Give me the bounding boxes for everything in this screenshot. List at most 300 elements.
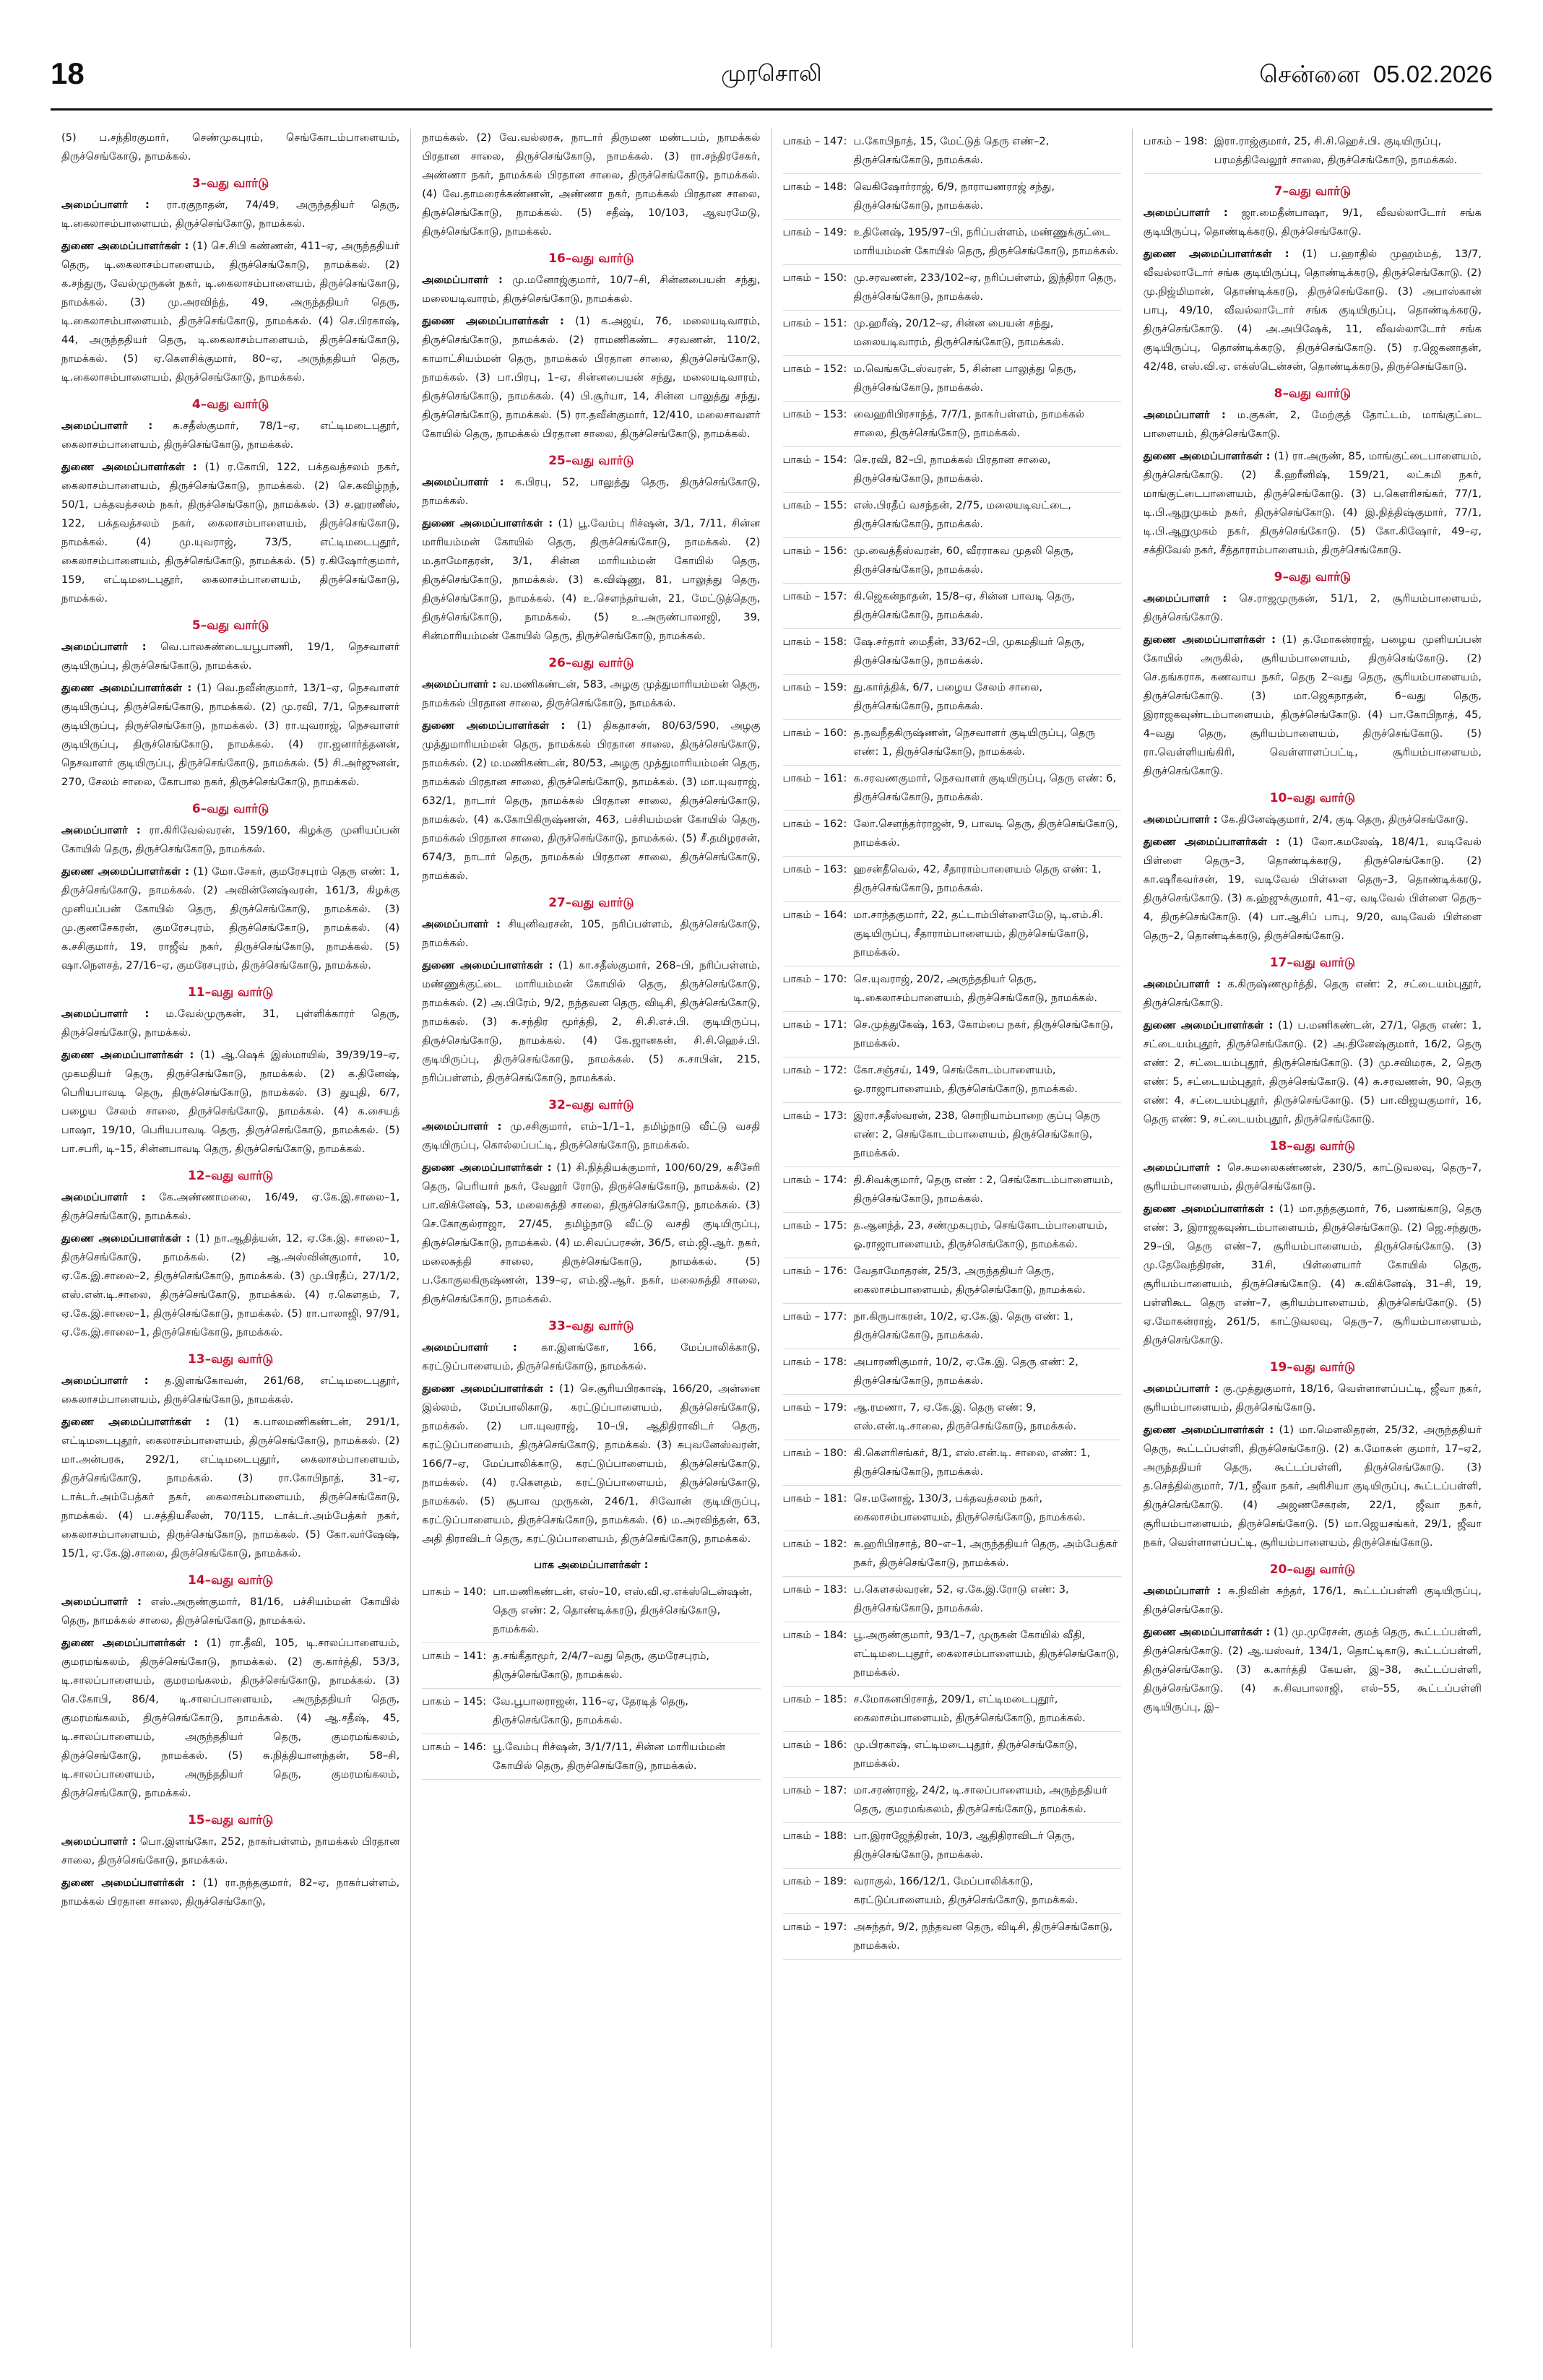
- deputies-label: துணை அமைப்பாளர்கள் :: [61, 1637, 199, 1649]
- ward-heading: 26–வது வார்டு: [548, 656, 634, 670]
- part-organizer-text: ப.கௌசல்வரன், 52, ஏ.கே.இ.ரோடு எண்: 3, திருச்செங்கோடு, நாமக்கல்.: [853, 1583, 1069, 1614]
- part-separator: :: [483, 1585, 487, 1598]
- part-organizer-text: மு.வைத்தீஸ்வரன், 60, வீரராகவ முதலி தெரு, திருச்செங்கோடு, நாமக்கல்.: [853, 545, 1074, 576]
- part-organizer-text: மா.சாந்தகுமார், 22, தட்டாம்பிள்ளைமேடு, டி.எம்.சி. குடியிருப்பு, சீதாராம்பாளையம், திருச்செங்கோடு, நாமக்கல்.: [853, 909, 1104, 959]
- part-organizer-text: வேதாமோதரன், 25/3, அருந்ததியர் தெரு, கைலாசம்பாளையம், திருச்செங்கோடு, நாமக்கல்.: [853, 1265, 1086, 1296]
- part-entry: [783, 311, 1121, 356]
- part-number: பாகம் – 146: [422, 1741, 483, 1753]
- part-entry: [422, 1579, 760, 1643]
- part-entry: [783, 1823, 1121, 1869]
- ward-heading: 15–வது வார்டு: [187, 1813, 274, 1827]
- organizer-text: பொ.இளங்கோ, 252, நாகர்பள்ளம், நாமக்கல் பிரதான சாலை, திருச்செங்கோடு, நாமக்கல்.: [61, 1835, 400, 1866]
- deputies-text: (1) ரா.நந்தகுமார், 82–ஏ, நாகர்பள்ளம், நாமக்கல் பிரதான சாலை, திருச்செங்கோடு,: [61, 1877, 400, 1908]
- part-entry: [783, 220, 1121, 265]
- part-entry: [783, 966, 1121, 1012]
- ward-heading: 4–வது வார்டு: [191, 397, 269, 412]
- organizer-label: அமைப்பாளர் :: [61, 1191, 146, 1203]
- text-column-3: [772, 129, 1132, 2348]
- part-organizer-text: வராகுல், 166/12/1, மேப்பாலிக்காடு, கரட்டுப்பாளையம், திருச்செங்கோடு, நாமக்கல்.: [853, 1875, 1079, 1906]
- ward-heading: 20–வது வார்டு: [1269, 1562, 1356, 1577]
- part-separator: :: [843, 1310, 847, 1323]
- part-organizer-text: து.கார்த்திக், 6/7, பழைய சேலம் சாலை, திருச்செங்கோடு, நாமக்கல்.: [853, 681, 1042, 712]
- organizer-label: அமைப்பாளர் :: [1143, 1382, 1219, 1395]
- ward-organizer: [422, 473, 760, 511]
- organizer-label: அமைப்பாளர் :: [1143, 1161, 1221, 1174]
- part-entry: [1144, 129, 1482, 174]
- part-number: பாகம் – 151: [782, 317, 844, 329]
- organizer-label: அமைப்பாளர் :: [61, 1375, 149, 1387]
- part-number: பாகம் – 174: [782, 1174, 844, 1186]
- part-number: பாகம் – 163: [782, 863, 844, 875]
- ward-heading: 10–வது வார்டு: [1269, 791, 1356, 805]
- deputies-text: (1) மு.முரேசன், குமத் தெரு, கூட்டப்பள்ளி, திருச்செங்கோடு. (2) ஆ.யஸ்வர், 134/1, தொட்டிகாடு, கூட்டப்பள்ளி, திருச்செங்கோடு. (3) க.கார்த்தி கேயன், இ–38, கூட்டப்பள்ளி, திருச்செங்கோடு. (4) சு.சிவபாலாஜி, எல்–55, கூட்டப்பள்ளி குடியிருப்பு, இ–: [1143, 1626, 1482, 1713]
- city-name: சென்னை: [1259, 61, 1360, 87]
- deputies-text: (1) செ.சிபி கண்ணன், 411–ஏ, அருந்ததியர் தெரு, டி.கைலாசம்பாளையம், திருச்செங்கோடு, நாமக்கல். (2) க.சந்துரு, வேல்முருகன் நகர், டி.கைலாசம்பாளையம், திருச்செங்கோடு, நாமக்கல். (3) மு.அரவிந்த், 49, அருந்ததியர் தெரு, டி.கைலாசம்பாளையம், திருச்செங்கோடு, நாமக்கல். (4) செ.பிரகாஷ், 44, அருந்ததியர் தெரு, டி.கைலாசம்பாளையம், திருச்செங்கோடு, நாமக்கல். (5) ஏ.கௌசிக்குமார், 80–ஏ, அருந்ததியர் தெரு, டி.கைலாசம்பாளையம், திருச்செங்கோடு, நாமக்கல்.: [61, 240, 400, 384]
- part-entry: [783, 811, 1121, 857]
- part-number: பாகம் – 172: [782, 1064, 844, 1076]
- ward-deputies: [1144, 1421, 1482, 1552]
- part-organizer-text: பூ.வேம்பு ரிச்ஷன், 3/1/7/11, சின்ன மாரியம்மன் கோயில் தெரு, திருச்செங்கோடு, நாமக்கல்.: [493, 1741, 725, 1772]
- part-organizer-text: லோ.செளந்தர்ராஜன், 9, பாவடி தெரு, திருச்செங்கோடு, நாமக்கல்.: [853, 818, 1118, 849]
- deputies-text: (1) மோ.சேகர், குமரேசபுரம் தெரு எண்: 1, திருச்செங்கோடு, நாமக்கல். (2) அவின்னேஷ்வரன், 161/3, கிழக்கு முனியப்பன் கோயில் தெரு, திருச்செங்கோடு, நாமக்கல். (3) மு.குணசேகரன், குமரேசபுரம், திருச்செங்கோடு, நாமக்கல். (4) க.சசிகுமார், 19, ராஜீவ் நகர், திருச்செங்கோடு, நாமக்கல். (5) ஷா.நௌசத், 27/16–ஏ, குமரேசபுரம், திருச்செங்கோடு, நாமக்கல்.: [61, 865, 400, 972]
- organizer-text: கே.அண்ணாமலை, 16/49, ஏ.கே.இ.சாலை–1, திருச்செங்கோடு, நாமக்கல்.: [61, 1191, 400, 1222]
- organizer-label: அமைப்பாளர் :: [422, 476, 504, 488]
- ward-deputies: [61, 237, 399, 387]
- organizer-text: மு.சசிகுமார், எம்–1/1–1, தமிழ்நாடு வீட்டு வசதி குடியிருப்பு, கொல்லப்பட்டி, திருச்செங்கோடு, நாமக்கல்.: [422, 1120, 761, 1151]
- ward-heading: 9–வது வார்டு: [1274, 570, 1352, 584]
- part-separator: :: [843, 1401, 847, 1414]
- organizer-text: த.இளங்கோவன், 261/68, எட்டிமடைபுதூர், கைலாசம்பாளையம், திருச்செங்கோடு, நாமக்கல்.: [61, 1375, 400, 1406]
- part-entry: [783, 629, 1121, 675]
- part-separator: :: [843, 1064, 847, 1076]
- ward-organizer: [61, 638, 399, 675]
- part-entry: [783, 493, 1121, 538]
- part-number: பாகம் – 156: [782, 545, 844, 557]
- part-organizer-text: வெகிஷோர்ராஜ், 6/9, நாராயணராஜ் சந்து, திருச்செங்கோடு, நாமக்கல்.: [853, 181, 1055, 212]
- part-entry: [783, 1486, 1121, 1531]
- deputies-text: (1) வெ.நவீன்குமார், 13/1–ஏ, நெசவாளர் குடியிருப்பு, திருச்செங்கோடு, நாமக்கல். (2) மு.ரவி, 7/1, நெசவாளர் குடியிருப்பு, திருச்செங்கோடு, நாமக்கல். (3) ரா.யுவராஜ், நெசவாளர் குடியிருப்பு, திருச்செங்கோடு, நாமக்கல். (4) ரா.ஜனார்த்தனன், நெசவாளர் குடியிருப்பு, திருச்செங்கோடு, நாமக்கல். (5) சி.அர்ஜுனன், 270, சேலம் சாலை, கோபால நகர், திருச்செங்கோடு, நாமக்கல்.: [61, 682, 400, 788]
- part-organizer-text: ஷே.சர்தார் மைதீன், 33/62–பி, முகமதியர் தெரு, திருச்செங்கோடு, நாமக்கல்.: [853, 636, 1085, 667]
- part-entry: [422, 1734, 760, 1780]
- part-organizer-text: செ.முத்துகேஷ், 163, கோம்பை நகர், திருச்செங்கோடு, நாமக்கல்.: [853, 1018, 1114, 1050]
- ward-heading: 5–வது வார்டு: [191, 618, 269, 633]
- part-separator: :: [843, 863, 847, 875]
- masthead: [51, 56, 1492, 100]
- organizer-label: அமைப்பாளர் :: [422, 274, 503, 286]
- ward-deputies: [1144, 1200, 1482, 1350]
- ward-heading: 25–வது வார்டு: [548, 454, 634, 468]
- part-entry: [783, 1167, 1121, 1213]
- part-organizer-text: கி.கௌரிசங்கர், 8/1, எஸ்.என்.டி. சாலை, எண்: 1, திருச்செங்கோடு, நாமக்கல்.: [853, 1447, 1091, 1478]
- deputies-label: துணை அமைப்பாளர்கள் :: [422, 719, 566, 732]
- part-entry: [783, 1304, 1121, 1349]
- ward-organizer: [1144, 204, 1482, 241]
- part-organizer-text: உதினேஷ், 195/97–பி, நரிப்பள்ளம், மண்ணுக்குட்டை மாரியம்மன் கோயில் தெரு, திருச்செங்கோடு, நாமக்கல்.: [853, 226, 1119, 257]
- part-organizer-text: கி.ஜெகன்நாதன், 15/8–ஏ, சின்ன பாவடி தெரு, திருச்செங்கோடு, நாமக்கல்.: [853, 590, 1075, 621]
- part-separator: :: [843, 317, 847, 329]
- organizer-text: கே.தினேஷ்குமார், 2/4, குடி தெரு, திருச்செங்கோடு.: [1221, 813, 1469, 826]
- part-entry: [783, 538, 1121, 584]
- part-number: பாகம் – 159: [782, 681, 844, 693]
- part-entry: [783, 675, 1121, 720]
- part-separator: :: [843, 772, 847, 784]
- part-separator: :: [843, 818, 847, 830]
- part-number: பாகம் – 145: [422, 1695, 483, 1708]
- deputies-label: துணை அமைப்பாளர்கள் :: [1143, 1424, 1274, 1436]
- deputies-label: துணை அமைப்பாளர்கள் :: [422, 517, 553, 529]
- ward-organizer: [1144, 406, 1482, 443]
- page-number: 18: [51, 56, 85, 90]
- part-separator: :: [843, 135, 847, 147]
- deputies-label: துணை அமைப்பாளர்கள் :: [422, 315, 564, 327]
- part-entry: [783, 902, 1121, 966]
- deputies-label: துணை அமைப்பாளர்கள் :: [1143, 633, 1276, 646]
- part-entry: [783, 1349, 1121, 1395]
- part-separator: :: [1203, 135, 1208, 147]
- ward-heading: 32–வது வார்டு: [548, 1098, 634, 1112]
- part-number: பாகம் – 158: [782, 636, 844, 648]
- ward-deputies: [1144, 833, 1482, 945]
- deputies-text: (1) லோ.கமலேஷ், 18/4/1, வடிவேல் பிள்ளை தெரு–3, தொண்டிக்கரடு, திருச்செங்கோடு. (2) கா.ஷரீகவர்சன், 19, வடிவேல் பிள்ளை தெரு–3, தொண்டிக்கரடு, திருச்செங்கோடு. (3) க.ஹ்ஜுக்குமார், 41–ஏ, வடிவேல் பிள்ளை தெரு–4, திருச்செங்கோடு. (4) பா.ஆசிப் பாபு, 9/20, வடிவேல் பிள்ளை தெரு–2, தொண்டிக்கரடு, திருச்செங்கோடு.: [1143, 836, 1482, 942]
- organizer-text: க.சதீஸ்குமார், 78/1–ஏ, எட்டிமடைபுதூர், கைலாசம்பாளையம், திருச்செங்கோடு, நாமக்கல்.: [61, 420, 400, 451]
- part-number: பாகம் – 149: [782, 226, 844, 238]
- ward-heading: 19–வது வார்டு: [1269, 1360, 1356, 1375]
- part-separator: :: [843, 1921, 847, 1933]
- part-entry: [422, 1689, 760, 1734]
- ward-organizer: [1144, 589, 1482, 627]
- organizer-label: அமைப்பாளர் :: [1143, 207, 1228, 219]
- part-separator: :: [483, 1695, 487, 1708]
- part-organizer-text: பா.மணிகண்டன், எஸ்–10, எஸ்.வி.ஏ.எக்ஸ்டென்ஷன், தெரு எண்: 2, தொண்டிக்கரடு, திருச்செங்கோடு, நாமக்கல்.: [493, 1585, 753, 1635]
- deputies-label: துணை அமைப்பாளர்கள் :: [61, 1049, 194, 1061]
- ward-heading: 3–வது வார்டு: [191, 176, 269, 191]
- ward-heading: 13–வது வார்டு: [187, 1352, 274, 1367]
- organizer-text: கு.முத்துகுமார், 18/16, வெள்ளாளப்பட்டி, ஜீவா நகர், சூரியம்பாளையம், திருச்செங்கோடு.: [1143, 1382, 1482, 1414]
- part-number: பாகம் – 178: [782, 1356, 844, 1368]
- part-number: பாகம் – 153: [782, 408, 844, 420]
- deputies-label: துணை அமைப்பாளர்கள் :: [1143, 1626, 1271, 1638]
- organizer-text: க.கிருஷ்ணமூர்த்தி, தெரு எண்: 2, சட்டையம்புதூர், திருச்செங்கோடு.: [1143, 978, 1482, 1009]
- part-separator: :: [843, 1447, 847, 1459]
- dateline: [1259, 61, 1492, 92]
- part-organizer-text: செ.ரவி, 82–பி, நாமக்கல் பிரதான சாலை, திருச்செங்கோடு, நாமக்கல்.: [853, 454, 1051, 485]
- part-number: பாகம் – 175: [782, 1219, 844, 1232]
- ward-heading: 33–வது வார்டு: [548, 1319, 634, 1333]
- part-number: பாகம் – 187: [782, 1784, 844, 1796]
- part-organizer-text: அபாரணிகுமார், 10/2, ஏ.கே.இ. தெரு எண்: 2, திருச்செங்கோடு, நாமக்கல்.: [853, 1356, 1079, 1387]
- part-entry: [783, 265, 1121, 311]
- part-organizer-text: நா.கிருபாகரன், 10/2, ஏ.கே.இ. தெரு எண்: 1, திருச்செங்கோடு, நாமக்கல்.: [853, 1310, 1073, 1341]
- part-number: பாகம் – 162: [782, 818, 844, 830]
- ward-deputies: [422, 514, 760, 646]
- ward-organizer: [1144, 975, 1482, 1013]
- part-number: பாகம் – 170: [782, 973, 844, 985]
- organizer-label: அமைப்பாளர் :: [61, 1596, 142, 1608]
- ward-deputies: [61, 1413, 399, 1563]
- organizer-text: செ.ராஜமுருகன், 51/1, 2, சூரியம்பாளையம், திருச்செங்கோடு.: [1143, 592, 1482, 623]
- part-number: பாகம் – 185: [782, 1693, 844, 1705]
- part-separator: :: [843, 454, 847, 466]
- part-entry: [783, 356, 1121, 402]
- organizer-label: அமைப்பாளர் :: [1143, 813, 1218, 826]
- part-separator: :: [843, 545, 847, 557]
- part-separator: :: [843, 1018, 847, 1031]
- ward-deputies: [61, 1634, 399, 1803]
- organizer-text: வெ.பாலசுண்டையபூபாணி, 19/1, நெசவாளர் குடியிருப்பு, திருச்செங்கோடு, நாமக்கல்.: [61, 641, 400, 672]
- part-entry: [783, 1577, 1121, 1622]
- part-separator: :: [843, 636, 847, 648]
- ward-deputies: [61, 1046, 399, 1159]
- ward-deputies: [61, 679, 399, 792]
- part-entry: [783, 1869, 1121, 1914]
- part-number: பாகம் – 147: [782, 135, 844, 147]
- part-separator: :: [483, 1650, 487, 1662]
- ward-deputies: [61, 862, 399, 975]
- organizer-text: ரா.கிரிவேல்வரன், 159/160, கிழக்கு முனியப்பன் கோயில் தெரு, திருச்செங்கோடு, நாமக்கல்.: [61, 824, 400, 855]
- part-number: பாகம் – 160: [782, 727, 844, 739]
- organizer-label: அமைப்பாளர் :: [422, 918, 501, 930]
- part-separator: :: [843, 590, 847, 602]
- text-column-2: [410, 129, 771, 2348]
- part-organizer-text: எஸ்.பிரதீப் வசந்தன், 2/75, மலையடிவட்டை, திருச்செங்கோடு, நாமக்கல்.: [853, 499, 1071, 530]
- deputies-label: துணை அமைப்பாளர்கள் :: [61, 1877, 196, 1889]
- ward-heading: 7–வது வார்டு: [1274, 184, 1352, 199]
- ward-deputies: [1144, 245, 1482, 376]
- part-organizer-text: வைஹரிபிரசாந்த், 7/7/1, நாகர்பள்ளம், நாமக்கல் சாலை, திருச்செங்கோடு, நாமக்கல்.: [853, 408, 1085, 439]
- text-column-4: [1132, 129, 1492, 2348]
- organizer-text: ரா.ரகுநாதன், 74/49, அருந்ததியர் தெரு, டி.கைலாசம்பாளையம், திருச்செங்கோடு, நாமக்கல்.: [61, 199, 400, 230]
- part-separator: :: [843, 909, 847, 921]
- part-number: பாகம் – 179: [782, 1401, 844, 1414]
- ward-heading: 8–வது வார்டு: [1274, 386, 1352, 401]
- part-entry: [783, 720, 1121, 766]
- part-organizer-text: செ.மனோஜ், 130/3, பக்தவத்சலம் நகர், கைலாசம்பாளையம், திருச்செங்கோடு, நாமக்கல்.: [853, 1492, 1086, 1523]
- organizer-label: அமைப்பாளர் :: [1143, 592, 1227, 605]
- part-entry: [783, 174, 1121, 220]
- deputies-text: (1) செ.சூரியபிரகாஷ், 166/20, அன்னை இல்லம், மேப்பாலிகாடு, கரட்டுப்பாளையம், திருச்செங்கோடு, நாமக்கல். (2) பா.யுவராஜ், 10–பி, ஆதிதிராவிடர் தெரு, கரட்டுப்பாளையம், திருச்செங்கோடு, நாமக்கல். (3) சுபுவனேஸ்வரன், 166/7–ஏ, மேப்பாலிக்காடு, கரட்டுப்பாளையம், திருச்செங்கோடு, நாமக்கல். (4) ர.கௌதம், கரட்டுப்பாளையம், திருச்செங்கோடு, நாமக்கல். (5) சூபாவ முருகன், 246/1, சிவோன் குடியிருப்பு, கரட்டுப்பாளையம், திருச்செங்கோடு, நாமக்கல். (6) ம.அரவிந்தன், 63, அதி திராவிடர் தெரு, கரட்டுப்பாளையம், திருச்செங்கோடு, நாமக்கல்.: [422, 1382, 761, 1545]
- deputies-label: துணை அமைப்பாளர்கள் :: [1143, 836, 1280, 848]
- masthead-rule: [51, 108, 1492, 111]
- organizer-text: செ.சுமலைகண்ணன், 230/5, காட்டுவலவு, தெரு–7, சூரியம்பாளையம், திருச்செங்கோடு.: [1143, 1161, 1482, 1193]
- part-organizers-heading: பாக அமைப்பாளர்கள் :: [534, 1559, 649, 1571]
- ward-organizer: [422, 1117, 760, 1155]
- part-number: பாகம் – 186: [782, 1739, 844, 1751]
- ward-organizer: [61, 417, 399, 454]
- ward-deputies: [1144, 1016, 1482, 1129]
- continued-text: (5) ப.சந்திரகுமார், செண்முகபுரம், செங்கோடம்பாளையம், திருச்செங்கோடு, நாமக்கல்.: [61, 131, 400, 163]
- part-organizer-text: கோ.சஞ்சய், 149, செங்கோடம்பாளையம், ஓ.ராஜாபாளையம், திருச்செங்கோடு, நாமக்கல்.: [853, 1064, 1078, 1095]
- part-separator: :: [843, 1784, 847, 1796]
- newspaper-name: முரசொலி: [721, 61, 822, 87]
- part-entry: [783, 129, 1121, 174]
- part-organizer-text: பூ.அருண்குமார், 93/1–7, முருகன் கோயில் வீதி, எட்டிமடைபுதூர், கைலாசம்பாளையம், திருச்செங்கோடு, நாமக்கல்.: [853, 1629, 1119, 1679]
- part-entry: [783, 1258, 1121, 1304]
- ward-heading: 18–வது வார்டு: [1269, 1139, 1356, 1154]
- part-number: பாகம் – 197: [782, 1921, 844, 1933]
- part-number: பாகம் – 150: [782, 272, 844, 284]
- organizer-text: ஜா.மைதீன்பாஷா, 9/1, வீவல்லாடோர் சங்க குடியிருப்பு, தொண்டிக்கரடு, திருச்செங்கோடு.: [1143, 207, 1482, 238]
- part-organizer-text: ஹசன்தீவெல், 42, சீதாராம்பாளையம் தெரு எண்: 1, திருச்செங்கோடு, நாமக்கல்.: [853, 863, 1102, 894]
- part-separator: :: [843, 1693, 847, 1705]
- part-separator: :: [843, 1629, 847, 1641]
- part-separator: :: [843, 1356, 847, 1368]
- ward-deputies: [61, 1874, 399, 1911]
- ward-deputies: [1144, 1623, 1482, 1717]
- deputies-text: (1) மா.நந்தகுமார், 76, பணங்காடு, தெரு எண்: 3, இராஜகவுண்டம்பாளையம், திருச்செங்கோடு. (2) ஜெ.சந்துரு, 29–பி, தெரு எண்–7, சூரியம்பாளையம், திருச்செங்கோடு. (3) மு.தேவேந்திரன், 31சி, பிள்ளையார் கோயில் தெரு, சூரியம்பாளையம், திருச்செங்கோடு. (4) சு.விக்னேஷ், 31–சி, 19, பள்ளிகூட தெரு எண்–7, சூரியம்பாளையம், திருச்செங்கோடு. (5) ஏ.மோகன்ராஜ், 261/5, காட்டுவலவு, தெரு–7, சூரியம்பாளையம், திருச்செங்கோடு.: [1143, 1203, 1482, 1346]
- deputies-text: (1) திகதாசன், 80/63/590, அழகு முத்துமாரியம்மன் தெரு, நாமக்கல் பிரதான சாலை, திருச்செங்கோடு, நாமக்கல். (2) ம.மணிகண்டன், 80/53, அழகு முத்துமாரியம்மன் தெரு, நாமக்கல் பிரதான சாலை, திருச்செங்கோடு, நாமக்கல். (3) மா.யுவராஜ், 632/1, நாடார் தெரு, நாமக்கல் பிரதான சாலை, திருச்செங்கோடு, நாமக்கல். (4) க.கோபிகிருஷ்ணன், 463, பச்சியம்மன் கோயில் தெரு, நாமக்கல் பிரதான சாலை, திருச்செங்கோடு, நாமக்கல். (5) சீ.தமிழரசன், 674/3, நாடார் தெரு, நாமக்கல் பிரதான சாலை, திருச்செங்கோடு, நாமக்கல்.: [422, 719, 761, 882]
- organizer-label: அமைப்பாளர் :: [422, 1120, 502, 1133]
- part-number: பாகம் – 198: [1143, 135, 1204, 147]
- ward-organizer: [1144, 810, 1482, 829]
- part-organizer-text: ப.கோபிநாத், 15, மேட்டுத் தெரு எண்–2, திருச்செங்கோடு, நாமக்கல்.: [853, 135, 1050, 166]
- article-columns: [51, 129, 1492, 2348]
- part-separator: :: [843, 408, 847, 420]
- deputies-text: (1) பூ.வேம்பு ரிச்ஷன், 3/1, 7/11, சின்ன மாரியம்மன் கோயில் தெரு, திருச்செங்கோடு, நாமக்கல். (2) ம.தாமோதரன், 3/1, சின்ன மாரியம்மன் கோயில் தெரு, திருச்செங்கோடு, நாமக்கல். (3) க.விஷ்ணு, 81, பாலுத்து தெரு, திருச்செங்கோடு, நாமக்கல். (4) உ.சௌந்தர்யன், 21, மேட்டுத்தெரு, திருச்செங்கோடு, நாமக்கல். (5) உ.அருண்பாலாஜி, 39, சின்மாரியம்மன் கோயில் தெரு, திருச்செங்கோடு, நாமக்கல்.: [422, 517, 761, 642]
- ward-heading: 27–வது வார்டு: [548, 896, 634, 910]
- ward-organizer: [61, 1005, 399, 1042]
- deputies-label: துணை அமைப்பாளர்கள் :: [61, 865, 189, 878]
- organizer-text: சியுனிவரசன், 105, நரிப்பள்ளம், திருச்செங்கோடு, நாமக்கல்.: [422, 918, 761, 949]
- ward-deputies: [61, 458, 399, 608]
- organizer-text: எஸ்.அருண்குமார், 81/16, பச்சியம்மன் கோயில் தெரு, நாமக்கல் சாலை, திருச்செங்கோடு, நாமக்கல்.: [61, 1596, 400, 1627]
- organizer-label: அமைப்பாளர் :: [1143, 978, 1222, 990]
- deputies-label: துணை அமைப்பாளர்கள் :: [61, 1232, 191, 1245]
- ward-organizer: [422, 675, 760, 713]
- part-number: பாகம் – 171: [782, 1018, 844, 1031]
- part-separator: :: [843, 1265, 847, 1277]
- part-separator: :: [483, 1741, 487, 1753]
- deputies-text: (1) க.அஜய், 76, மலையடிவாரம், திருச்செங்கோடு, நாமக்கல். (2) ராமணிகண்ட சரவணன், 110/2, காமாட்சியம்மன் தெரு, நாமக்கல் பிரதான சாலை, திருச்செங்கோடு, நாமக்கல். (3) பா.பிரபு, 1–ஏ, சின்னபையன் சந்து, மலையடிவாரம், திருச்செங்கோடு, நாமக்கல். (4) பி.சூர்யா, 14, சின்ன பாலுத்து சந்து, திருச்செங்கோடு, நாமக்கல். (5) ரா.தவீன்குமார், 12/410, மலைசாவளர் கோயில் தெரு, நாமக்கல் பிரதான சாலை, திருச்செங்கோடு, நாமக்கல்.: [422, 315, 761, 440]
- part-number: பாகம் – 155: [782, 499, 844, 511]
- part-entry: [783, 1103, 1121, 1167]
- organizer-label: அமைப்பாளர் :: [61, 824, 141, 836]
- deputies-text: (1) ப.ஹாதில் முஹம்மத், 13/7, வீவல்லாடோர் சங்க குடியிருப்பு, தொண்டிக்கரடு, திருச்செங்கோடு. (2) மு.நிஜ்மிமான், தொண்டிக்கரடு, திருச்செங்கோடு. (3) அபாஸ்கான் பாபு, 49/10, வீவல்லாடோர் சங்க குடியிருப்பு, தொண்டிக்கரடு, திருச்செங்கோடு. (4) அ.அபிஷேக், 11, வீவல்லாடோர் சங்க குடியிருப்பு, தொண்டிக்கரடு, திருச்செங்கோடு. (5) ர.ஜெகனாதன், 42/48, எஸ்.வி.ஏ. எக்ஸ்டென்சன், தொண்டிக்கரடு, திருச்செங்கோடு.: [1143, 248, 1482, 373]
- part-number: பாகம் – 140: [422, 1585, 483, 1598]
- ward-heading: 17–வது வார்டு: [1269, 956, 1356, 970]
- organizer-label: அமைப்பாளர் :: [422, 1341, 517, 1354]
- ward-heading: 12–வது வார்டு: [187, 1169, 274, 1183]
- part-separator: :: [843, 973, 847, 985]
- organizer-label: அமைப்பாளர் :: [61, 199, 150, 211]
- part-organizer-text: வே.பூபாலராஜன், 116–ஏ, தேரடித் தெரு, திருச்செங்கோடு, நாமக்கல்.: [493, 1695, 688, 1726]
- ward-organizer: [61, 196, 399, 233]
- organizer-text: கா.இளங்கோ, 166, மேப்பாலிக்காடு, கரட்டுப்பாளையம், திருச்செங்கோடு, நாமக்கல்.: [422, 1341, 761, 1372]
- part-entry: [783, 402, 1121, 447]
- organizer-label: அமைப்பாளர் :: [1143, 1585, 1222, 1597]
- part-separator: :: [843, 1109, 847, 1122]
- part-organizer-text: ச.மோகனபிரசாத், 209/1, எட்டிமடைபுதூர், கைலாசம்பாளையம், திருச்செங்கோடு, நாமக்கல்.: [853, 1693, 1086, 1724]
- part-number: பாகம் – 157: [782, 590, 844, 602]
- deputies-label: துணை அமைப்பாளர்கள் :: [61, 461, 197, 473]
- part-organizer-text: பா.இராஜேந்திரன், 10/3, ஆதிதிராவிடர் தெரு, திருச்செங்கோடு, நாமக்கல்.: [853, 1830, 1075, 1861]
- ward-deputies: [61, 1229, 399, 1342]
- ward-organizer: [61, 1593, 399, 1630]
- deputies-text: (1) மா.மௌலிதரன், 25/32, அருந்ததியர் தெரு, கூட்டப்பள்ளி, திருச்செங்கோடு. (2) க.மோகன் குமார், 17–ஏ2, அருந்ததியர் தெரு, கூட்டப்பள்ளி, திருச்செங்கோடு. (3) த.செந்தில்குமார், 7/1, ஜீவா நகர், அரிசியா குடியிருப்பு, கூட்டப்பள்ளி, திருச்செங்கோடு. (4) அஜணசேகரன், 22/1, ஜீவா நகர், சூரியம்பாளையம், திருச்செங்கோடு. (5) மா.ஜெயசங்கர், 29/1, ஜீவா நகர், வெள்ளாளப்பட்டி, சூரியம்பாளையம், திருச்செங்கோடு.: [1143, 1424, 1482, 1549]
- part-entry: [783, 857, 1121, 902]
- part-separator: :: [843, 1538, 847, 1550]
- part-separator: :: [843, 1830, 847, 1842]
- part-separator: :: [843, 272, 847, 284]
- organizer-label: அமைப்பாளர் :: [61, 1008, 150, 1020]
- part-entry: [783, 1687, 1121, 1732]
- part-separator: :: [843, 181, 847, 193]
- part-entry: [783, 766, 1121, 811]
- part-number: பாகம் – 152: [782, 363, 844, 375]
- deputies-label: துணை அமைப்பாளர்கள் :: [1143, 248, 1289, 260]
- part-organizer-text: ஆ.ரமணா, 7, ஏ.கே.இ. தெரு எண்: 9, எஸ்.என்.டி.சாலை, திருச்செங்கோடு, நாமக்கல்.: [853, 1401, 1077, 1432]
- ward-heading: 6–வது வார்டு: [191, 802, 269, 816]
- organizer-label: அமைப்பாளர் :: [61, 1835, 137, 1848]
- organizer-label: அமைப்பாளர் :: [61, 420, 153, 432]
- part-entry: [783, 1440, 1121, 1486]
- part-number: பாகம் – 154: [782, 454, 844, 466]
- continued-text: நாமக்கல். (2) வே.வல்லரசு, நாடார் திருமண மண்டபம், நாமக்கல் பிரதான சாலை, திருச்செங்கோடு, நாமக்கல். (3) ரா.சந்திரசேகர், அண்ணா நகர், நாமக்கல் பிரதான சாலை, திருச்செங்கோடு, நாமக்கல். (4) வே.தாமரைக்கண்ணன், அண்ணா நகர், நாமக்கல் பிரதான சாலை, திருச்செங்கோடு, நாமக்கல். (5) சதீஷ், 10/103, ஆவரமேடு, திருச்செங்கோடு, நாமக்கல்.: [422, 131, 761, 238]
- part-organizer-text: க.சரவணகுமார், நெசவாளர் குடியிருப்பு, தெரு எண்: 6, திருச்செங்கோடு, நாமக்கல்.: [853, 772, 1117, 803]
- ward-organizer: [1144, 1380, 1482, 1417]
- part-organizer-text: ம.வெங்கடேஸ்வரன், 5, சின்ன பாலுத்து தெரு, திருச்செங்கோடு, நாமக்கல்.: [853, 363, 1077, 394]
- organizer-label: அமைப்பாளர் :: [61, 641, 147, 653]
- deputies-text: (1) ரா.தீவி, 105, டி.சாலப்பாளையம், குமரமங்கலம், திருச்செங்கோடு, நாமக்கல். (2) கு.கார்த்தி, 53/3, டி.சாலப்பாளையம், குமரமங்கலம், திருச்செங்கோடு, நாமக்கல். (3) செ.கோபி, 86/4, டி.சாலப்பாளையம், அருந்ததியர் தெரு, குமரமங்கலம், திருச்செங்கோடு, நாமக்கல். (4) ஆ.சதீஷ், 45, டி.சாலப்பாளையம், அருந்ததியர் தெரு, குமரமங்கலம், திருச்செங்கோடு, நாமக்கல். (5) சு.நித்தியானந்தன், 58–சி, டி.சாலப்பாளையம், அருந்ததியர் தெரு, குமரமங்கலம், திருச்செங்கோடு, நாமக்கல்.: [61, 1637, 400, 1799]
- deputies-text: (1) ஆ.ஷெக் இஸ்மாயில், 39/39/19–ஏ, முகமதியர் தெரு, திருச்செங்கோடு, நாமக்கல். (2) க.தினேஷ், பெரியபாவடி தெரு, திருச்செங்கோடு, நாமக்கல். (3) துயுதி, 6/7, பழைய சேலம் சாலை, திருச்செங்கோடு, நாமக்கல். (4) க.சையத் பாஷா, 19/10, பெரியபாவடி தெரு, திருச்செங்கோடு, நாமக்கல். (5) பா.சபரி, டி–15, சின்னபாவடி தெரு, திருச்செங்கோடு, நாமக்கல்.: [61, 1049, 400, 1155]
- ward-organizer: [61, 1372, 399, 1409]
- part-separator: :: [843, 226, 847, 238]
- part-entry: [783, 584, 1121, 629]
- part-organizer-text: அசுந்தர், 9/2, நந்தவன தெரு, விடிசி, திருச்செங்கோடு, நாமக்கல்.: [853, 1921, 1113, 1952]
- part-entry: [783, 1778, 1121, 1823]
- ward-deputies: [422, 1159, 760, 1309]
- ward-organizer: [61, 1188, 399, 1226]
- organizer-text: வ.மணிகண்டன், 583, அழகு முத்துமாரியம்மன் தெரு, நாமக்கல் பிரதான சாலை, திருச்செங்கோடு, நாமக்கல்.: [422, 678, 761, 709]
- part-organizer-text: இரா.சதீஸ்வரன், 238, சொறியாம்பாறை குப்பு தெரு எண்: 2, செங்கோடம்பாளையம், திருச்செங்கோடு, நாமக்கல்.: [853, 1109, 1100, 1159]
- part-number: பாகம் – 180: [782, 1447, 844, 1459]
- deputies-text: (1) சி.நித்தியக்குமார், 100/60/29, கசீசேரி தெரு, பெரியார் நகர், வேலூர் ரோடு, திருச்செங்கோடு, நாமக்கல். (2) பா.விக்னேஷ், 53, மலைசுத்தி சாலை, திருச்செங்கோடு, நாமக்கல். (3) செ.கோகுல்ராஜா, 27/45, தமிழ்நாடு வீட்டு வசதி குடியிருப்பு, திருச்செங்கோடு, நாமக்கல். (4) ம.சிவப்பரசன், 36/5, எம்.ஜி.ஆர். நகர், மலைசுத்தி சாலை, திருச்செங்கோடு, நாமக்கல். (5) ப.கோகுலகிருஷ்ணன், 139–ஏ, எம்.ஜி.ஆர். நகர், மலைசுத்தி சாலை, திருச்செங்கோடு, நாமக்கல்.: [422, 1161, 761, 1305]
- organizer-text: ம.வேல்முருகன், 31, புள்ளிக்காரர் தெரு, திருச்செங்கோடு, நாமக்கல்.: [61, 1008, 400, 1039]
- part-number: பாகம் – 148: [782, 181, 844, 193]
- part-organizer-text: சு.ஹரிபிரசாத், 80–எ–1, அருந்ததியர் தெரு, அம்பேத்கர் நகர், திருச்செங்கோடு, நாமக்கல்.: [853, 1538, 1118, 1569]
- part-entry: [783, 1732, 1121, 1778]
- part-organizer-text: மு.ஹரீஷ், 20/12–ஏ, சின்ன பையன் சந்து, மலையடிவாரம், திருச்செங்கோடு, நாமக்கல்.: [853, 317, 1065, 348]
- part-organizer-text: மு.சரவணன், 233/102–ஏ, நரிப்பள்ளம், இந்திரா தெரு, திருச்செங்கோடு, நாமக்கல்.: [853, 272, 1117, 303]
- part-separator: :: [843, 1219, 847, 1232]
- part-number: பாகம் – 182: [782, 1538, 844, 1550]
- ward-deputies: [422, 312, 760, 443]
- ward-deputies: [1144, 447, 1482, 560]
- part-separator: :: [843, 1492, 847, 1505]
- deputies-text: (1) ப.மணிகண்டன், 27/1, தெரு எண்: 1, சட்டையம்புதூர், திருச்செங்கோடு. (2) அ.தினேஷ்குமார், 16/2, தெரு எண்: 2, சட்டையம்புதூர், திருச்செங்கோடு. (3) மு.சவிமரசு, 2, தெரு எண்: 5, சட்டையம்புதூர், திருச்செங்கோடு. (4) சு.சரவணன், 90, தெரு எண்: 4, சட்டையம்புதூர், திருச்செங்கோடு. (5) பா.விஜயகுமார், 16, தெரு எண்: 9, சட்டையம்புதூர், திருச்செங்கோடு.: [1143, 1019, 1482, 1125]
- part-organizer-text: இரா.ராஜ்குமார், 25, சி.சி.ஹெச்.பி. குடியிருப்பு, பரமத்திவேலூர் சாலை, திருச்செங்கோடு, நாமக்கல்.: [1214, 135, 1458, 166]
- part-entry: [783, 1531, 1121, 1577]
- part-entry: [783, 1395, 1121, 1440]
- deputies-text: (1) ர.கோபி, 122, பக்தவத்சலம் நகர், கைலாசம்பாளையம், திருச்செங்கோடு, நாமக்கல். (2) செ.கவிழ்நந், 50/1, பக்தவத்சலம் நகர், திருச்செங்கோடு, நாமக்கல். (3) ச.ஹரணீஸ், 122, பக்தவத்சலம் நகர், கைலாசம்பாளையம், திருச்செங்கோடு, நாமக்கல். (4) மு.யுவராஜ், 73/5, எட்டிமடைபுதூர், கைலாசம்பாளையம், திருச்செங்கோடு, நாமக்கல். (5) ர.கிஷோர்குமார், 159, எட்டிமடைபுதூர், கைலாசம்பாளையம், திருச்செங்கோடு, நாமக்கல்.: [61, 461, 400, 605]
- part-separator: :: [843, 681, 847, 693]
- deputies-label: துணை அமைப்பாளர்கள் :: [1143, 1019, 1274, 1031]
- deputies-text: (1) கா.சதீஸ்குமார், 268–பி, நரிப்பள்ளம், மண்ணுக்குட்டை மாரியம்மன் கோயில் தெரு, திருச்செங்கோடு, நாமக்கல். (2) அ.பிரேம், 9/2, நந்தவன தெரு, விடிசி, திருச்செங்கோடு, நாமக்கல். (3) சு.சந்திர மூர்த்தி, 2, சி.சி.எச்.பி. குடியிருப்பு, திருச்செங்கோடு, நாமக்கல். (4) கே.ஜானகன், சி.சி.ஹெச்.பி. குடியிருப்பு, திருச்செங்கோடு, நாமக்கல். (5) சு.சாபின், 215, நரிப்பள்ளம், திருச்செங்கோடு, நாமக்கல்.: [422, 959, 761, 1084]
- ward-deputies: [422, 956, 760, 1088]
- part-entry: [783, 1914, 1121, 1960]
- part-separator: :: [843, 727, 847, 739]
- part-number: பாகம் – 173: [782, 1109, 844, 1122]
- ward-organizer: [422, 1338, 760, 1376]
- part-number: பாகம் – 183: [782, 1583, 844, 1596]
- ward-organizer: [1144, 1159, 1482, 1196]
- deputies-label: துணை அமைப்பாளர்கள் :: [61, 240, 189, 252]
- part-number: பாகம் – 177: [782, 1310, 844, 1323]
- part-entry: [422, 1643, 760, 1689]
- ward-organizer: [1144, 1582, 1482, 1619]
- part-number: பாகம் – 161: [782, 772, 844, 784]
- part-organizer-text: த.ஆனந்த், 23, சண்முகபுரம், செங்கோடம்பாளையம், ஓ.ராஜாபாளையம், திருச்செங்கோடு, நாமக்கல்.: [853, 1219, 1108, 1250]
- ward-deputies: [1144, 631, 1482, 781]
